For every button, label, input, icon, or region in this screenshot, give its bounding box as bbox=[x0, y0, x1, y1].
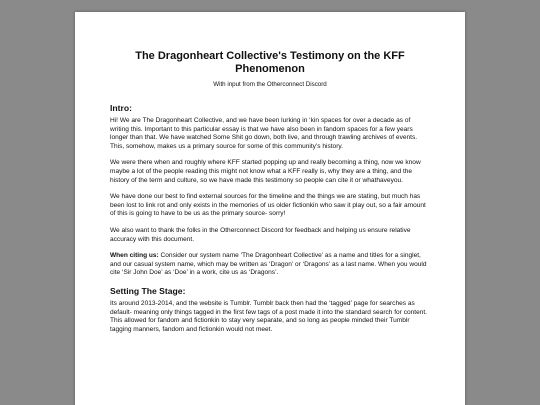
document-title: The Dragonheart Collective's Testimony on the KFF Phenomenon bbox=[135, 50, 405, 75]
document-page bbox=[75, 12, 465, 405]
intro-heading: Intro: bbox=[110, 103, 132, 113]
intro-paragraph-3: We have done our best to find external sources for the timeline and the things we are stating, but much has been lost to link rot and only exists in the memories of us older fictionkin who saw it play out, so a fair amount of this is going to have to be us as the primary source- sorry! bbox=[110, 193, 426, 218]
intro-paragraph-2: We were there when and roughly where KFF started popping up and really becoming a thing, now we know maybe a lot of the people reading this might not know what a KFF really is, why they are a thing, and the history of the term and culture, so we have made this testimony so people can cite it or whathaveyou. bbox=[110, 159, 421, 184]
document-subtitle: With input from the Otherconnect Discord bbox=[213, 81, 327, 88]
setting-heading: Setting The Stage: bbox=[110, 285, 186, 296]
intro-paragraph-1: Hi! We are The Dragonheart Collective, and we have been lurking in ‘kin spaces for over a decade as of writing this. Important to this particular essay is that we have also been in fandom spaces for a few years longer than that. We have watched Some Shit go down, both live, and through trawling archives of events. This, somehow, makes us a primary source for some of this community’s history. bbox=[110, 117, 418, 150]
intro-paragraph-4: We also want to thank the folks in the Otherconnect Discord for feedback and helping us ensure relative accuracy with this document. bbox=[110, 226, 411, 243]
citing-text: Consider our system name ‘The Dragonheart Collective’ as a name and titles for a singlet, and our casual system name, which may be written as ‘Dragon’ or ‘Dragons’ as a last name. When you would cite ‘Sir John Doe’ as ‘Doe’ in a work, cite us as ‘Dragons’. bbox=[110, 252, 427, 277]
setting-paragraph: Its around 2013-2014, and the website is Tumblr. Tumblr back then had the ‘tagged’ page for searches as default- meaning only things tagged in the first few tags of a post made it into the standard search for content. This allowed for fandom and fictionkin to stay very separate, and so long as people minded their Tumblr tagging manners, fandom and fictionkin would not meet. bbox=[110, 299, 427, 333]
citing-paragraph bbox=[110, 252, 430, 278]
citing-label: When citing us: bbox=[110, 252, 159, 260]
